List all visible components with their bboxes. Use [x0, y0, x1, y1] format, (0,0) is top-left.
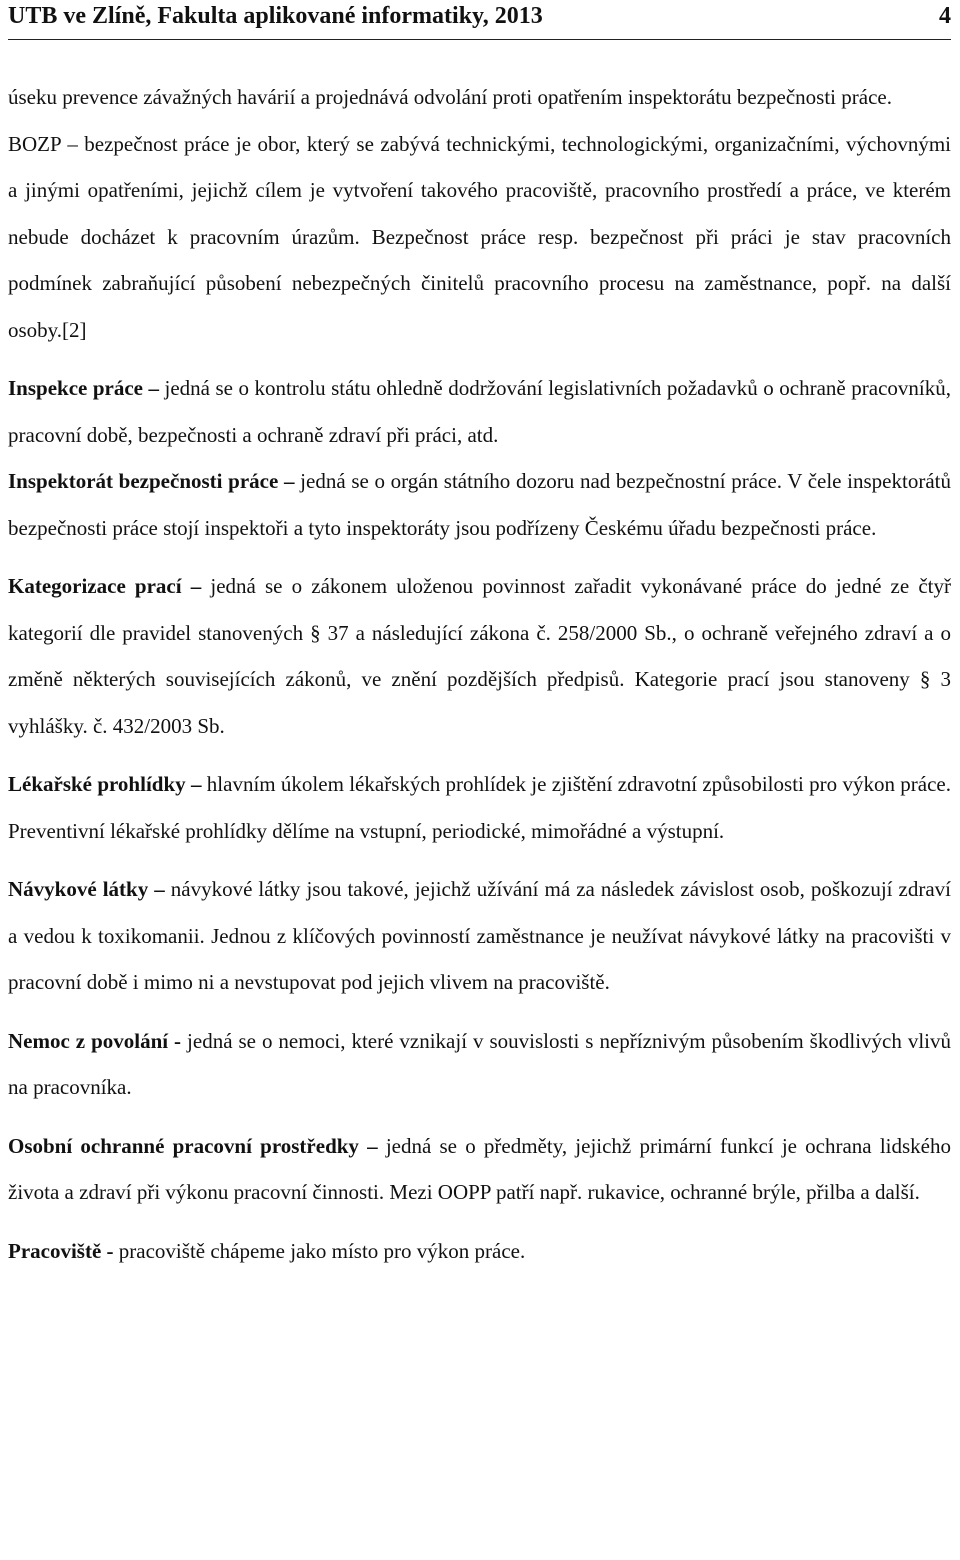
term-inspekce-prace: Inspekce práce –: [8, 376, 159, 400]
paragraph-oopp: Osobní ochranné pracovní prostředky – jedná se o předměty, jejichž primární funkcí je ochrana lidského života a zdraví při výkonu pracovní činnosti. Mezi OOPP patří např. rukavice, ochranné brýle, přilba a další.: [8, 1133, 951, 1204]
paragraph-navykove-latky: Návykové látky – návykové látky jsou takové, jejichž užívání má za následek závislost osob, poškozují zdraví a vedou k toxikomanii. Jednou z klíčových povinností zaměstnance je neužívat návykové látky na pracovišti v pracovní době i mimo ni a nevstupovat pod jejich vlivem na pracoviště.: [8, 877, 951, 994]
paragraph-lekarske-prohlidky: Lékařské prohlídky – hlavním úkolem lékařských prohlídek je zjištění zdravotní způsobilosti pro výkon práce. Preventivní lékařské prohlídky dělíme na vstupní, periodické, mimořádné a výstupní.: [8, 772, 952, 843]
term-oopp: Osobní ochranné pracovní prostředky –: [8, 1133, 378, 1158]
paragraph-pracoviste: Pracoviště - pracoviště chápeme jako místo pro výkon práce.: [8, 1238, 526, 1263]
paragraph-kategorizace: Kategorizace prací – jedná se o zákonem uloženou povinnost zařadit vykonávané práce do jedné ze čtyř kategorií dle pravidel stanovených § 37 a následující zákona č. 258/2000 Sb., o ochraně veřejného zdraví a o změně některých souvisejících zákonů, ve znění pozdějších předpisů. Kategorie prací jsou stanoveny § 3 vyhlášky. č. 432/2003 Sb.: [8, 574, 951, 738]
paragraph-nemoc-z-povolani: Nemoc z povolání - jedná se o nemoci, které vznikají v souvislosti s nepříznivým působením škodlivých vlivů na pracovníka.: [8, 1028, 951, 1099]
paragraph-bozp: BOZP – bezpečnost práce je obor, který se zabývá technickými, technologickými, organizačními, výchovnými a jinými opatřeními, jejichž cílem je vytvoření takového pracoviště, pracovního prostředí a práce, ve kterém nebude docházet k pracovním úrazům. Bezpečnost práce resp. bezpečnost při práci je stav pracovních podmínek zabraňující působení nebezpečných činitelů pracovního procesu na zaměstnance, popř. na další osoby.[2]: [8, 131, 951, 342]
page-number: 4: [939, 3, 951, 29]
term-inspektorat: Inspektorát bezpečnosti práce –: [8, 469, 295, 493]
term-kategorizace: Kategorizace prací –: [8, 574, 202, 598]
paragraph-continuation: úseku prevence závažných havárií a projednává odvolání proti opatřením inspektorátu bezpečnosti práce.: [8, 85, 892, 109]
term-navykove-latky: Návykové látky –: [8, 877, 165, 901]
term-lekarske-prohlidky: Lékařské prohlídky –: [8, 772, 202, 796]
paragraph-inspekce-prace: Inspekce práce – jedná se o kontrolu státu ohledně dodržování legislativních požadavků o ochraně pracovníků, pracovní době, bezpečnosti a ochraně zdraví při práci, atd.: [8, 376, 951, 447]
term-pracoviste: Pracoviště -: [8, 1238, 114, 1263]
term-nemoc-z-povolani: Nemoc z povolání -: [8, 1028, 182, 1053]
page-body: [8, 74, 951, 1274]
header-title: UTB ve Zlíně, Fakulta aplikované informatiky, 2013: [8, 3, 543, 29]
paragraph-inspektorat: Inspektorát bezpečnosti práce – jedná se o orgán státního dozoru nad bezpečnostní práce. V čele inspektorátů bezpečnosti práce stojí inspektoři a tyto inspektoráty jsou podřízeny Českému úřadu bezpečnosti práce.: [8, 469, 951, 540]
page-header: [8, 0, 951, 40]
